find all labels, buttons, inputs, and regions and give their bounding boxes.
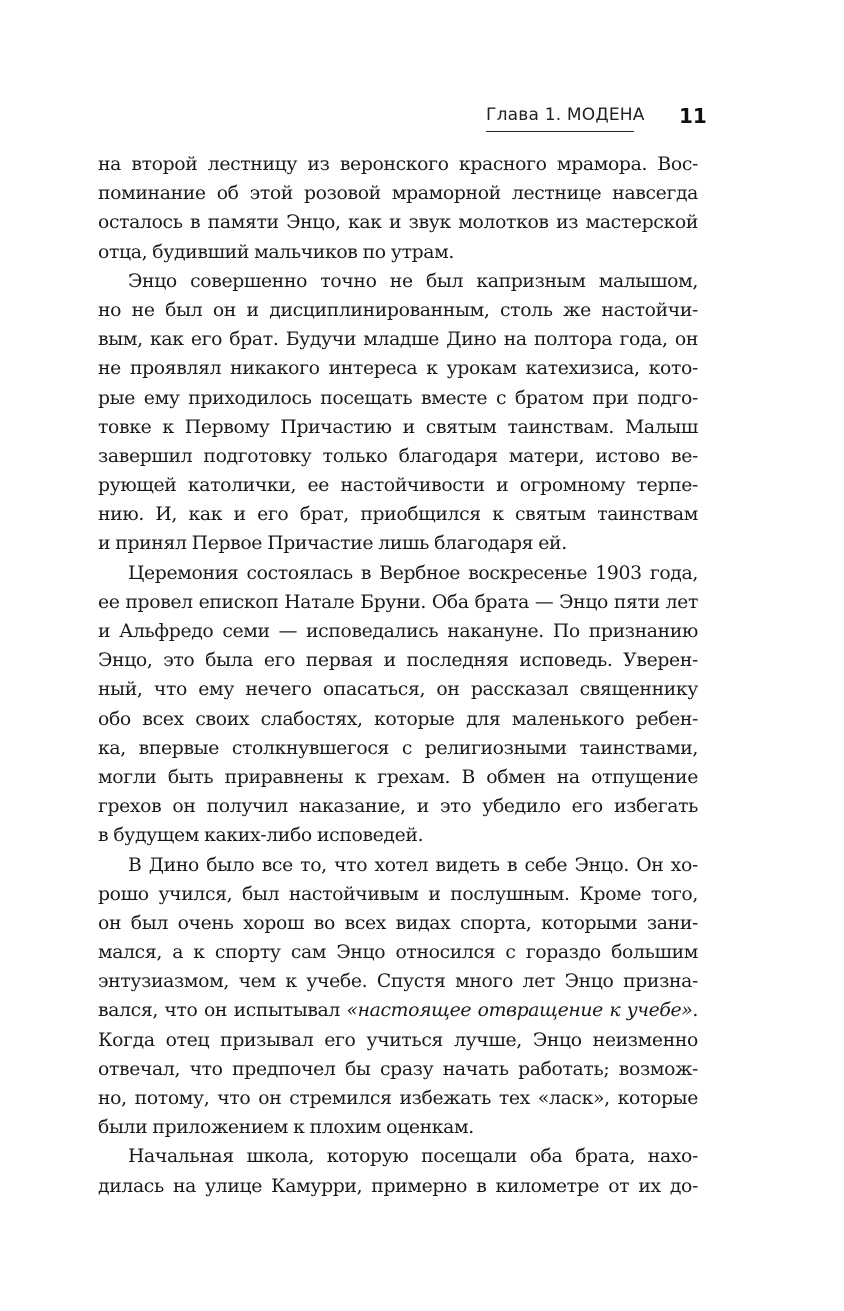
text-line: В Дино было все то, что хотел видеть в себе Энцо. Он хо- xyxy=(128,854,698,876)
text-line: энтузиазмом, чем к учебе. Спустя много лет Энцо призна- xyxy=(98,971,698,993)
text-line: ка, впервые столкнувшегося с религиозными таинствами, xyxy=(98,737,698,759)
text-line: но не был он и дисциплинированным, столь же настойчи- xyxy=(98,299,698,321)
text-line: рые ему приходилось посещать вместе с братом при подго- xyxy=(98,387,698,409)
text-line: поминание об этой розовой мраморной лестнице навсегда xyxy=(98,183,698,205)
text-line: вым, как его брат. Будучи младше Дино на полтора года, он xyxy=(98,329,698,351)
text-line: он был очень хорош во всех видах спорта, которыми зани- xyxy=(98,912,698,934)
text-line: грехов он получил наказание, и это убедило его избегать xyxy=(98,796,698,818)
text-line: ее провел епископ Натале Бруни. Оба брата — Энцо пяти лет xyxy=(98,591,698,613)
text-line: Энцо, это была его первая и последняя исповедь. Уверен- xyxy=(98,650,698,672)
text-block-tail xyxy=(98,1026,698,1201)
text-line: рошо учился, был настойчивым и послушным. Кроме того, xyxy=(98,883,698,905)
body-text xyxy=(98,150,698,1201)
page-number: 11 xyxy=(679,104,707,128)
text-line: были приложением к плохим оценкам. xyxy=(98,1117,474,1139)
italic-quote: «настоящее отвращение к учебе» xyxy=(346,1000,693,1022)
text-line: не проявлял никакого интереса к урокам катехизиса, кото- xyxy=(98,358,698,380)
text-line: Церемония состоялась в Вербное воскресенье 1903 года, xyxy=(128,562,698,584)
text-line: на второй лестницу из веронского красного мрамора. Вос- xyxy=(98,154,698,175)
text-line: осталось в памяти Энцо, как и звук молотков из мастерской xyxy=(98,212,698,234)
text-line: и принял Первое Причастие лишь благодаря ей. xyxy=(98,533,567,555)
text-line: обо всех своих слабостях, которые для маленького ребен- xyxy=(98,708,698,730)
text-line: дилась на улице Камурри, примерно в километре от их до- xyxy=(98,1175,698,1197)
text-block-main xyxy=(98,150,698,996)
text-line: ный, что ему нечего опасаться, он рассказал священнику xyxy=(98,679,698,701)
text-line: мался, а к спорту сам Энцо относился с гораздо большим xyxy=(98,942,698,964)
text-line: Начальная школа, которую посещали оба брата, нахо- xyxy=(128,1146,698,1168)
text-line: Энцо совершенно точно не был капризным малышом, xyxy=(128,270,698,292)
text-line: Когда отец призывал его учиться лучше, Энцо неизменно xyxy=(98,1029,698,1051)
text-line: могли быть приравнены к грехам. В обмен на отпущение xyxy=(98,766,698,788)
text-line: отвечал, что предпочел бы сразу начать работать; возмож- xyxy=(98,1058,698,1080)
text-run: . xyxy=(692,1000,698,1022)
text-line: нию. И, как и его брат, приобщился к святым таинствам xyxy=(98,504,698,526)
text-line-italic xyxy=(98,996,698,1025)
text-line: но, потому, что он стремился избежать тех «ласк», которые xyxy=(98,1088,698,1109)
text-line: и Альфредо семи — исповедались накануне. По признанию xyxy=(98,621,698,642)
text-line: рующей католички, ее настойчивости и огромному терпе- xyxy=(98,475,698,497)
text-line: товке к Первому Причастию и святым таинствам. Малыш xyxy=(98,416,698,438)
text-line: завершил подготовку только благодаря матери, истово ве- xyxy=(98,445,698,467)
chapter-title: Глава 1. МОДЕНА xyxy=(486,105,645,125)
text-line: отца, будивший мальчиков по утрам. xyxy=(98,241,455,263)
text-run: вался, что он испытывал xyxy=(98,1000,347,1022)
text-line: в будущем каких-либо исповедей. xyxy=(98,825,424,847)
header-rule xyxy=(486,131,634,132)
